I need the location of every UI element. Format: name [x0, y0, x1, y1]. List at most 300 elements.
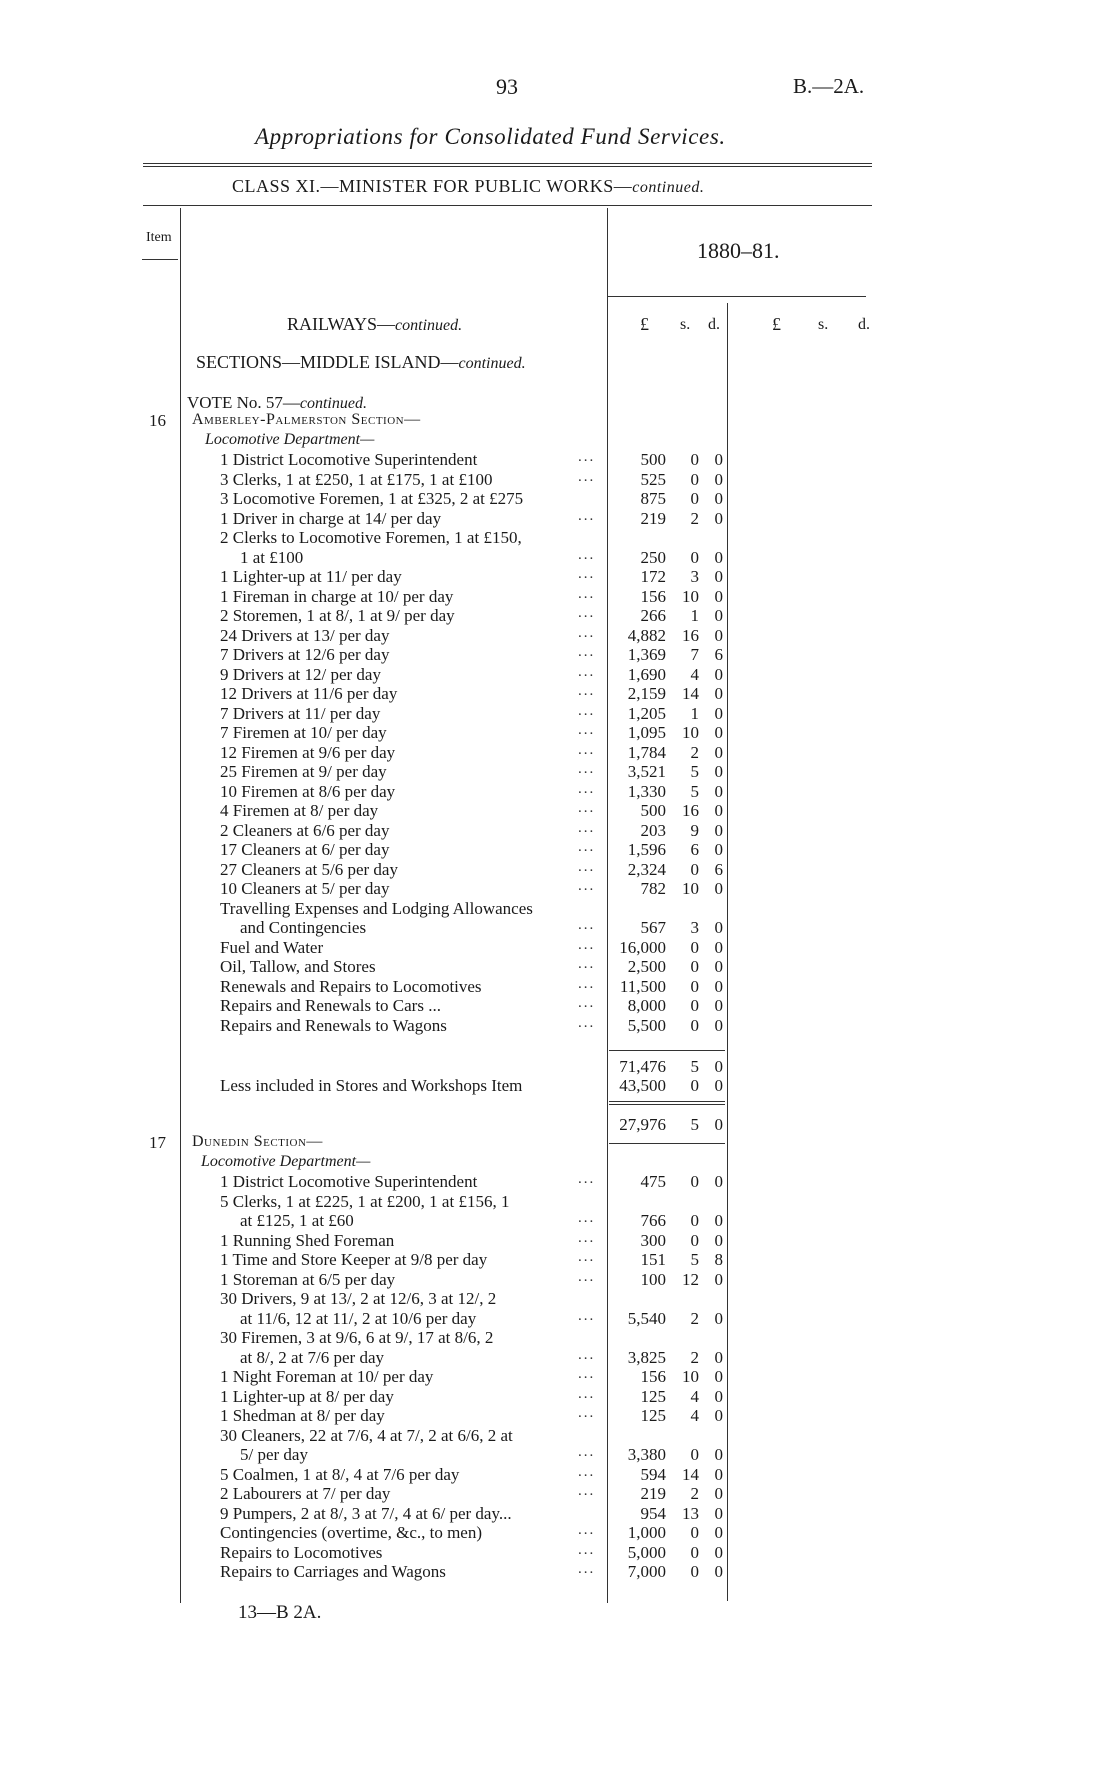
- section-16-row-pence: 0: [714, 781, 723, 801]
- section-16-row-pounds: 1,205: [627, 703, 666, 723]
- section-17-row-pounds: 219: [640, 1484, 666, 1503]
- section-16-row-label: 1 Fireman in charge at 10/ per day: [220, 586, 454, 606]
- year-heading: 1880–81.: [697, 238, 780, 263]
- section-17-row-pounds: 3,825: [627, 1347, 666, 1367]
- section-16-less-label: Less included in Stores and Workshops Item: [220, 1076, 523, 1095]
- section-16-row-label: 2 Clerks to Locomotive Foremen, 1 at £150,: [220, 528, 522, 547]
- section-17-row-shillings: 0: [690, 1542, 699, 1562]
- section-17-row-pounds: 594: [640, 1464, 666, 1484]
- section-17-row-label: 5 Coalmen, 1 at 8/, 4 at 7/6 per day: [220, 1464, 460, 1484]
- section-16-row-label: Repairs and Renewals to Wagons: [220, 1015, 447, 1035]
- pence-column-header: d.: [708, 316, 720, 333]
- section-16-row-shillings: 1: [690, 703, 699, 723]
- section-16-row-pence: 0: [714, 664, 723, 684]
- section-16-row-pounds: 8,000: [627, 996, 666, 1015]
- section-17-row-label: 30 Cleaners, 22 at 7/6, 4 at 7/, 2 at 6/6, 2 at: [220, 1425, 513, 1445]
- section-17-leader-dots: ...: [578, 1229, 596, 1246]
- section-16-row-label: 7 Drivers at 11/ per day: [220, 703, 381, 723]
- section-16-row-shillings: 0: [690, 1015, 699, 1035]
- section-17-row-label: Repairs to Locomotives: [220, 1542, 383, 1562]
- section-16-row-shillings: 4: [690, 664, 699, 684]
- section-16-row-pence: 6: [714, 859, 723, 879]
- section-17-row-pounds: 151: [640, 1250, 666, 1269]
- section-17-row: [0, 1406, 1114, 1425]
- section-16-leader-dots: ...: [578, 878, 596, 894]
- section-16-row: [0, 704, 1114, 723]
- section-16-total-row: [0, 1057, 1114, 1076]
- section-16-row-pence: 0: [714, 742, 723, 762]
- section-16-row-label: 7 Firemen at 10/ per day: [220, 723, 387, 742]
- section-16-leader-dots: ...: [578, 605, 596, 621]
- section-16-row: [0, 957, 1114, 976]
- section-17-row-pence: 0: [714, 1230, 723, 1250]
- section-16-row-pounds: 4,882: [627, 625, 666, 645]
- section-17-row-pounds: 5,000: [627, 1542, 666, 1562]
- section-17-row-pence: 0: [714, 1269, 723, 1289]
- section-16-row-label: 2 Storemen, 1 at 8/, 1 at 9/ per day: [220, 606, 455, 625]
- section-16-row-label: 25 Firemen at 9/ per day: [220, 762, 387, 781]
- section-17-row-pence: 0: [714, 1445, 723, 1464]
- section-17-row-shillings: 2: [690, 1308, 699, 1328]
- section-16-row-pounds: 525: [640, 469, 666, 489]
- section-17-row-label: 30 Drivers, 9 at 13/, 2 at 12/6, 3 at 12/, 2: [220, 1289, 497, 1308]
- section-16-row: [0, 606, 1114, 625]
- item-header-rule: [142, 259, 178, 260]
- section-16-row-label: 12 Drivers at 11/6 per day: [220, 684, 398, 703]
- section-16-row: [0, 528, 1114, 547]
- section-16-net-pounds: 27,976: [619, 1115, 666, 1134]
- class-rule: [143, 205, 872, 206]
- section-16-leader-dots: ...: [578, 468, 596, 485]
- section-16-row-pounds: 5,500: [627, 1015, 666, 1035]
- section-17-row: [0, 1504, 1114, 1523]
- section-17-row-shillings: 0: [690, 1523, 699, 1542]
- section-16-row-label: Oil, Tallow, and Stores: [220, 957, 376, 976]
- section-17-row-shillings: 14: [682, 1464, 699, 1484]
- section-17-leader-dots: ...: [578, 1385, 596, 1402]
- section-16-row-pence: 0: [714, 976, 723, 996]
- section-16-row-pence: 0: [714, 937, 723, 957]
- section-16-leader-dots: ...: [578, 995, 596, 1011]
- section-16-row-label: 10 Cleaners at 5/ per day: [220, 879, 390, 898]
- pence-column-header-2: d.: [858, 316, 870, 333]
- section-16-row-label: 2 Cleaners at 6/6 per day: [220, 820, 390, 840]
- section-17-row-pounds: 766: [640, 1211, 666, 1230]
- section-16-leader-dots: ...: [578, 683, 596, 699]
- sections-heading-continued: continued.: [458, 355, 526, 372]
- section-17-row: [0, 1426, 1114, 1445]
- section-16-total-shillings: 5: [690, 1057, 699, 1076]
- section-17-row-pence: 0: [714, 1367, 723, 1386]
- section-17-leader-dots: ...: [578, 1541, 596, 1558]
- section-16-department: Locomotive Department—: [205, 431, 375, 448]
- vote-heading-continued: continued.: [299, 395, 367, 412]
- section-16-row-shillings: 10: [682, 586, 699, 606]
- document-reference: B.—2A.: [793, 74, 865, 98]
- section-16-row: [0, 840, 1114, 859]
- section-17-row-pence: 0: [714, 1406, 723, 1425]
- section-16-row: [0, 470, 1114, 489]
- section-17-row-pounds: 156: [640, 1367, 666, 1386]
- section-17-row-pence: 0: [714, 1211, 723, 1230]
- section-17-row-label: at 8/, 2 at 7/6 per day: [240, 1347, 384, 1367]
- section-16-row-shillings: 0: [690, 450, 699, 469]
- railways-heading-text: RAILWAYS—: [287, 314, 396, 334]
- section-16-row: [0, 450, 1114, 469]
- section-17-row: [0, 1250, 1114, 1269]
- section-16-leader-dots: ...: [578, 819, 596, 836]
- section-16-row-pounds: 1,330: [627, 781, 666, 801]
- section-16-row-pounds: 1,369: [627, 645, 666, 664]
- section-16-leader-dots: ...: [578, 702, 596, 719]
- section-16-row-pounds: 875: [640, 489, 666, 508]
- section-16-row: [0, 509, 1114, 528]
- shilling-column-header-2: s.: [818, 316, 829, 333]
- vote-heading: [187, 393, 367, 413]
- section-16-row: [0, 587, 1114, 606]
- section-17-row: [0, 1231, 1114, 1250]
- section-16-row-pounds: 567: [640, 918, 666, 937]
- section-16-leader-dots: ...: [578, 956, 596, 972]
- section-16-row-label: 10 Firemen at 8/6 per day: [220, 781, 396, 801]
- section-17-row-shillings: 0: [690, 1211, 699, 1230]
- section-16-net-row: [0, 1115, 1114, 1134]
- section-16-net-rule-2: [609, 1104, 725, 1105]
- section-16-row-shillings: 1: [690, 606, 699, 625]
- section-16-row-shillings: 0: [690, 937, 699, 957]
- section-17-leader-dots: ...: [578, 1561, 596, 1577]
- section-16-row-label: 3 Locomotive Foremen, 1 at £325, 2 at £275: [220, 489, 524, 508]
- section-16-leader-dots: ...: [578, 507, 596, 524]
- section-16-row: [0, 899, 1114, 918]
- section-16-row-pence: 0: [714, 489, 723, 508]
- section-16-row-shillings: 3: [690, 918, 699, 937]
- section-17-row-label: at £125, 1 at £60: [240, 1211, 354, 1230]
- section-16-row-pence: 0: [714, 1015, 723, 1035]
- section-17-row-pounds: 125: [640, 1386, 666, 1406]
- section-16-row-label: Travelling Expenses and Lodging Allowances: [220, 898, 533, 918]
- section-17-row: [0, 1445, 1114, 1464]
- section-17-row-shillings: 0: [690, 1445, 699, 1464]
- section-16-row-label: 24 Drivers at 13/ per day: [220, 625, 390, 645]
- section-17-row: [0, 1543, 1114, 1562]
- section-16-leader-dots: ...: [578, 585, 596, 602]
- section-17-row-pounds: 1,000: [627, 1523, 666, 1542]
- section-16-row-shillings: 0: [690, 547, 699, 567]
- section-17-row: [0, 1523, 1114, 1542]
- title-rule-top-2: [143, 166, 872, 167]
- section-16-row-pounds: 2,159: [627, 684, 666, 703]
- section-17-row-label: Repairs to Carriages and Wagons: [220, 1562, 446, 1581]
- section-16-row: [0, 548, 1114, 567]
- section-17-row-label: 1 Lighter-up at 8/ per day: [220, 1386, 394, 1406]
- section-16-row: [0, 743, 1114, 762]
- section-16-net-pence: 0: [714, 1115, 723, 1134]
- section-16-row: [0, 996, 1114, 1015]
- section-16-row-shillings: 7: [690, 645, 699, 664]
- section-16-row-shillings: 0: [690, 957, 699, 976]
- section-17-row: [0, 1562, 1114, 1581]
- section-16-row: [0, 782, 1114, 801]
- vote-heading-text: VOTE No. 57—: [187, 393, 300, 412]
- section-17-row-pounds: 3,380: [627, 1445, 666, 1464]
- section-17-row: [0, 1348, 1114, 1367]
- section-16-row: [0, 1016, 1114, 1035]
- section-16-row-pounds: 1,095: [627, 723, 666, 742]
- section-16-row-label: 4 Firemen at 8/ per day: [220, 801, 379, 820]
- section-16-row: [0, 567, 1114, 586]
- section-16-row-shillings: 0: [690, 469, 699, 489]
- section-16-row-label: 1 at £100: [240, 547, 304, 567]
- section-17-row: [0, 1367, 1114, 1386]
- section-16-leader-dots: ...: [578, 917, 596, 933]
- section-17-leader-dots: ...: [578, 1522, 596, 1538]
- section-16-row-pence: 0: [714, 508, 723, 528]
- section-16-row-label: and Contingencies: [240, 918, 367, 937]
- section-16-leader-dots: ...: [578, 546, 596, 563]
- section-16-row-shillings: 0: [690, 489, 699, 508]
- section-17-leader-dots: ...: [578, 1444, 596, 1460]
- section-17-row-pence: 0: [714, 1503, 723, 1523]
- section-16-leader-dots: ...: [578, 566, 596, 582]
- section-16-row-label: 17 Cleaners at 6/ per day: [220, 840, 390, 859]
- section-16-row-pence: 0: [714, 567, 723, 586]
- section-17-leader-dots: ...: [578, 1463, 596, 1480]
- section-17-row-label: 1 Storeman at 6/5 per day: [220, 1269, 396, 1289]
- section-16-less-pounds: 43,500: [619, 1076, 666, 1095]
- section-17-row-pence: 0: [714, 1347, 723, 1367]
- railways-heading-continued: continued.: [395, 317, 463, 334]
- section-17-row-shillings: 0: [690, 1172, 699, 1191]
- section-16-less-shillings: 0: [690, 1076, 699, 1095]
- section-16-row-pence: 0: [714, 547, 723, 567]
- section-16-row-pence: 0: [714, 820, 723, 840]
- section-17-row: [0, 1484, 1114, 1503]
- section-16-row: [0, 879, 1114, 898]
- section-17-row-label: 1 Time and Store Keeper at 9/8 per day: [220, 1250, 488, 1269]
- section-17-row-pence: 8: [714, 1250, 723, 1269]
- section-16-row: [0, 645, 1114, 664]
- section-16-row-pence: 0: [714, 684, 723, 703]
- section-16-row-pounds: 500: [640, 801, 666, 820]
- section-16-row-label: 3 Clerks, 1 at £250, 1 at £175, 1 at £100: [220, 469, 493, 489]
- section-16-row-shillings: 10: [682, 723, 699, 742]
- section-16-leader-dots: ...: [578, 722, 596, 738]
- section-16-row-shillings: 5: [690, 762, 699, 781]
- section-16-row-pounds: 2,324: [627, 859, 666, 879]
- pound-column-header: £: [640, 314, 649, 334]
- section-16-row: [0, 918, 1114, 937]
- item-number-17: 17: [149, 1133, 166, 1152]
- section-16-less-pence: 0: [714, 1076, 723, 1095]
- section-17-title: Dunedin Section—: [192, 1133, 323, 1150]
- section-16-leader-dots: ...: [578, 975, 596, 992]
- section-17-row-shillings: 2: [690, 1347, 699, 1367]
- section-16-row-pence: 0: [714, 879, 723, 898]
- section-17-row-label: 5/ per day: [240, 1445, 308, 1464]
- section-17-row-label: 5 Clerks, 1 at £225, 1 at £200, 1 at £156, 1: [220, 1191, 510, 1211]
- section-17-leader-dots: ...: [578, 1171, 596, 1187]
- section-16-row-shillings: 0: [690, 996, 699, 1015]
- section-16-row-shillings: 14: [682, 684, 699, 703]
- section-17-row: [0, 1192, 1114, 1211]
- item-column-header: Item: [146, 230, 172, 245]
- section-16-row-label: 1 Driver in charge at 14/ per day: [220, 508, 442, 528]
- section-17-row-label: 1 Night Foreman at 10/ per day: [220, 1367, 434, 1386]
- section-17-row-label: at 11/6, 12 at 11/, 2 at 10/6 per day: [240, 1308, 477, 1328]
- section-16-row: [0, 801, 1114, 820]
- section-16-total-pounds: 71,476: [619, 1057, 666, 1076]
- section-16-row-pence: 0: [714, 957, 723, 976]
- section-17-leader-dots: ...: [578, 1307, 596, 1324]
- section-16-leader-dots: ...: [578, 839, 596, 855]
- section-16-row-label: 1 District Locomotive Superintendent: [220, 450, 478, 469]
- section-17-row-pounds: 100: [640, 1269, 666, 1289]
- section-16-row-pence: 0: [714, 703, 723, 723]
- section-16-row-pounds: 250: [640, 547, 666, 567]
- section-16-end-rule: [609, 1143, 725, 1144]
- section-16-row-pence: 0: [714, 625, 723, 645]
- section-16-row-pence: 0: [714, 801, 723, 820]
- section-16-leader-dots: ...: [578, 780, 596, 797]
- section-16-row-pounds: 156: [640, 586, 666, 606]
- section-17-row-label: 1 Shedman at 8/ per day: [220, 1406, 385, 1425]
- section-17-row-shillings: 5: [690, 1250, 699, 1269]
- class-heading-text: CLASS XI.—MINISTER FOR PUBLIC WORKS—: [232, 176, 633, 196]
- section-16-row-pounds: 1,596: [627, 840, 666, 859]
- section-16-row: [0, 977, 1114, 996]
- section-17-row-shillings: 0: [690, 1230, 699, 1250]
- section-16-row-pounds: 3,521: [627, 762, 666, 781]
- section-17-row-pence: 0: [714, 1542, 723, 1562]
- section-16-row-pence: 0: [714, 586, 723, 606]
- section-17-leader-dots: ...: [578, 1346, 596, 1363]
- section-16-row-label: 12 Firemen at 9/6 per day: [220, 742, 396, 762]
- section-16-row-shillings: 5: [690, 781, 699, 801]
- section-17-row-label: 1 Running Shed Foreman: [220, 1230, 395, 1250]
- section-17-row-pounds: 954: [640, 1503, 666, 1523]
- class-heading: [232, 176, 704, 197]
- section-16-row-pence: 0: [714, 762, 723, 781]
- pound-column-header-2: £: [772, 314, 781, 334]
- section-16-row-shillings: 16: [682, 625, 699, 645]
- section-17-row-pence: 0: [714, 1484, 723, 1503]
- section-17-leader-dots: ...: [578, 1210, 596, 1226]
- section-16-leader-dots: ...: [578, 800, 596, 816]
- section-17-row-pounds: 125: [640, 1406, 666, 1425]
- footer-signature: 13—B 2A.: [238, 1602, 322, 1623]
- section-17-row-pence: 0: [714, 1523, 723, 1542]
- section-17-row-shillings: 4: [690, 1406, 699, 1425]
- section-16-row-shillings: 0: [690, 976, 699, 996]
- section-16-leader-dots: ...: [578, 761, 596, 777]
- section-16-row: [0, 684, 1114, 703]
- section-17-row-pence: 0: [714, 1386, 723, 1406]
- section-16-row-pence: 0: [714, 723, 723, 742]
- section-16-net-shillings: 5: [690, 1115, 699, 1134]
- section-16-row: [0, 938, 1114, 957]
- section-17-row-shillings: 12: [682, 1269, 699, 1289]
- section-16-row: [0, 489, 1114, 508]
- section-17-row-shillings: 0: [690, 1562, 699, 1581]
- section-16-subtotal-rule: [609, 1050, 725, 1051]
- section-16-row-pence: 0: [714, 840, 723, 859]
- section-17-row-pence: 0: [714, 1172, 723, 1191]
- page-number: 93: [496, 74, 518, 99]
- section-16-row-shillings: 2: [690, 508, 699, 528]
- item-number-16: 16: [149, 411, 166, 430]
- section-16-leader-dots: ...: [578, 449, 596, 465]
- section-16-row: [0, 723, 1114, 742]
- section-16-row-shillings: 16: [682, 801, 699, 820]
- section-16-title: Amberley-Palmerston Section—: [192, 411, 421, 428]
- section-16-leader-dots: ...: [578, 741, 596, 758]
- section-16-row-pounds: 266: [640, 606, 666, 625]
- section-16-row-pounds: 203: [640, 820, 666, 840]
- section-17-row-pounds: 300: [640, 1230, 666, 1250]
- section-17-row-shillings: 4: [690, 1386, 699, 1406]
- section-17-row: [0, 1211, 1114, 1230]
- section-17-row-label: 30 Firemen, 3 at 9/6, 6 at 9/, 17 at 8/6, 2: [220, 1328, 494, 1347]
- section-17-row-pence: 0: [714, 1562, 723, 1581]
- sections-heading: [196, 352, 526, 373]
- section-16-total-pence: 0: [714, 1057, 723, 1076]
- section-17-row-label: 1 District Locomotive Superintendent: [220, 1172, 478, 1191]
- section-17-row: [0, 1289, 1114, 1308]
- section-16-row-pounds: 219: [640, 508, 666, 528]
- section-17-row: [0, 1309, 1114, 1328]
- section-16-row: [0, 626, 1114, 645]
- section-17-leader-dots: ...: [578, 1249, 596, 1265]
- section-16-leader-dots: ...: [578, 663, 596, 680]
- section-17-department: Locomotive Department—: [201, 1153, 371, 1170]
- section-16-leader-dots: ...: [578, 858, 596, 875]
- section-17-row-label: 9 Pumpers, 2 at 8/, 3 at 7/, 4 at 6/ per day...: [220, 1503, 512, 1523]
- section-16-row-shillings: 0: [690, 859, 699, 879]
- section-16-row-label: 27 Cleaners at 5/6 per day: [220, 859, 398, 879]
- section-16-row: [0, 762, 1114, 781]
- section-16-row-pence: 0: [714, 450, 723, 469]
- section-16-row-pounds: 782: [640, 879, 666, 898]
- section-16-leader-dots: ...: [578, 624, 596, 641]
- section-16-row-pounds: 500: [640, 450, 666, 469]
- section-16-leader-dots: ...: [578, 936, 596, 953]
- section-16-row-pounds: 16,000: [619, 937, 666, 957]
- section-16-row-shillings: 9: [690, 820, 699, 840]
- section-16-row-label: 7 Drivers at 12/6 per day: [220, 645, 390, 664]
- shilling-column-header: s.: [680, 316, 691, 333]
- section-17-leader-dots: ...: [578, 1405, 596, 1421]
- section-16-less-row: [0, 1076, 1114, 1095]
- section-17-row-pounds: 5,540: [627, 1308, 666, 1328]
- section-16-row-pence: 0: [714, 996, 723, 1015]
- section-17-row-pounds: 7,000: [627, 1562, 666, 1581]
- section-16-row-pence: 0: [714, 606, 723, 625]
- section-17-leader-dots: ...: [578, 1483, 596, 1499]
- title-rule-top: [143, 163, 872, 164]
- section-16-row-pounds: 1,690: [627, 664, 666, 684]
- section-16-leader-dots: ...: [578, 644, 596, 660]
- section-16-row-pence: 0: [714, 918, 723, 937]
- section-16-row-shillings: 10: [682, 879, 699, 898]
- section-16-row-pounds: 172: [640, 567, 666, 586]
- section-16-row-label: Renewals and Repairs to Locomotives: [220, 976, 482, 996]
- section-17-row-shillings: 10: [682, 1367, 699, 1386]
- section-16-row-label: Repairs and Renewals to Cars ...: [220, 996, 441, 1015]
- year-rule: [607, 296, 866, 297]
- section-17-row: [0, 1270, 1114, 1289]
- section-16-net-rule: [609, 1101, 725, 1102]
